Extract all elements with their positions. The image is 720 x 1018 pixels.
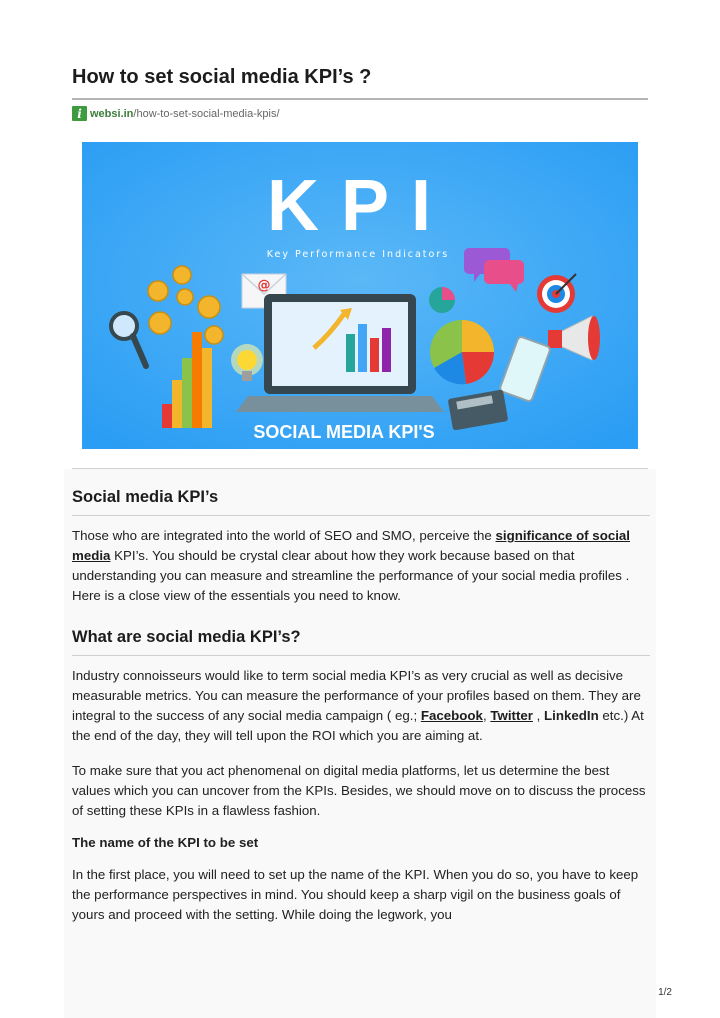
- paragraph-definition: Industry connoisseurs would like to term social media KPI’s as very crucial as well as decisive measurable metrics. You can measure the performance of your profiles based on them. They are integral to the success of any social media campaign ( eg.; Facebook, Twitter , LinkedIn etc.) At the end of the day, they will tell upon the ROI which you are aiming at.: [72, 668, 644, 743]
- title-divider: [72, 98, 648, 100]
- link-significance[interactable]: significance of social media: [72, 528, 631, 563]
- linkedin-text: LinkedIn: [544, 708, 599, 723]
- source-path[interactable]: /how-to-set-social-media-kpis/: [133, 107, 280, 120]
- link-twitter[interactable]: Twitter: [490, 708, 533, 723]
- paragraph-intro: Those who are integrated into the world of SEO and SMO, perceive the significance of social media KPI’s. You should be crystal clear about how they work because based on that understanding you can measure and streamline the performance of your social media profiles . Here is a close view of the essentials you need to know.: [72, 528, 631, 603]
- section-heading-kpis: Social media KPI’s: [72, 488, 650, 516]
- hero-footer-text: SOCIAL MEDIA KPI'S: [253, 422, 435, 442]
- link-facebook[interactable]: Facebook: [420, 708, 483, 723]
- envelope-at-text: @: [257, 278, 271, 293]
- source-host[interactable]: websi.in: [90, 107, 134, 120]
- hero-image: [82, 142, 638, 449]
- hero-subtitle: Key Performance Indicators: [266, 249, 450, 260]
- article-content: [72, 488, 650, 925]
- page-title: How to set social media KPI’s ?: [72, 66, 372, 88]
- page-number: 1/2: [658, 987, 672, 998]
- paragraph-phenomenal: To make sure that you act phenomenal on digital media platforms, let us determine the best values which you can uncover from the KPIs. Besides, we should move on to discuss the process of setting these KPIs in a flawless fashion.: [72, 763, 646, 818]
- subheading-kpi-name: The name of the KPI to be set: [72, 835, 259, 850]
- info-icon: i: [72, 106, 87, 121]
- source-line: [72, 106, 280, 121]
- hero-kpi-text: KPI: [266, 166, 454, 246]
- paragraph-first-place: In the first place, you will need to set up the name of the KPI. When you do so, you have to keep the performance perspectives in mind. You should keep a sharp vigil on the business goals of yours and proceed with the setting. While doing the legwork, you: [72, 867, 639, 922]
- section-heading-what-are: What are social media KPI’s?: [72, 628, 650, 656]
